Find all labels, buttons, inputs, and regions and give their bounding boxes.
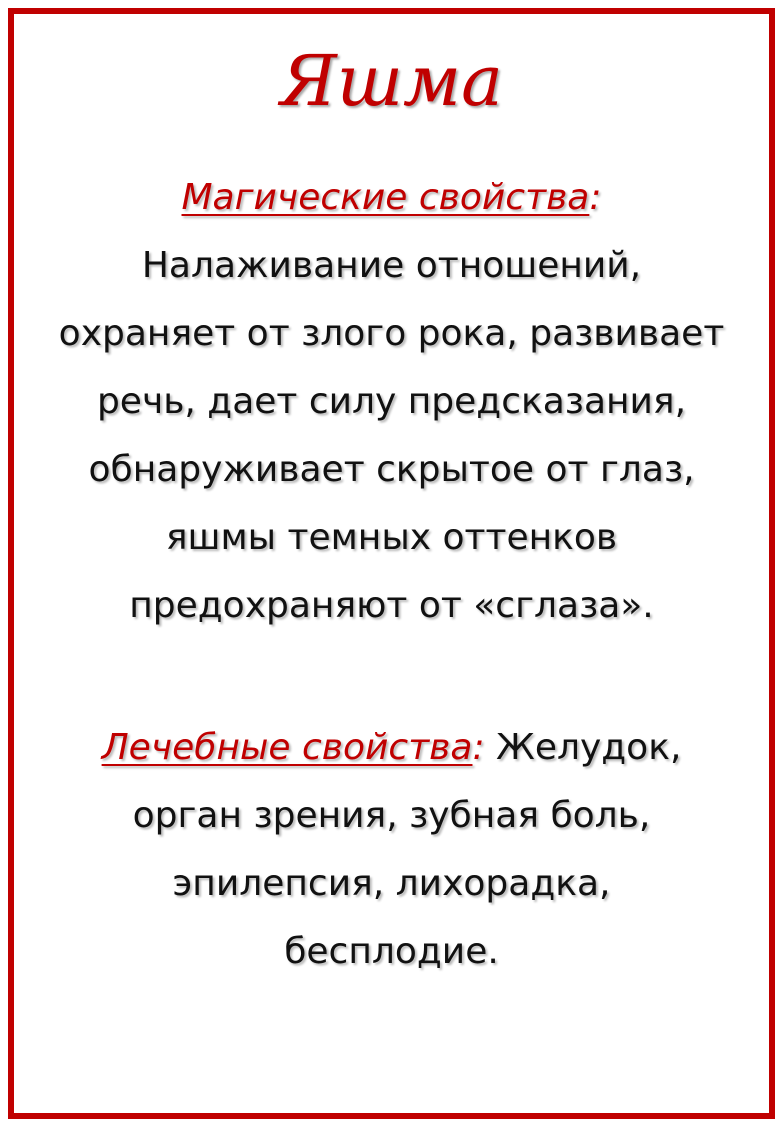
healing-text-line: бесплодие. <box>284 931 499 972</box>
healing-heading-line <box>14 714 769 782</box>
magic-heading-line <box>14 164 769 232</box>
magic-text-line: предохраняют от «сглаза». <box>129 585 654 626</box>
card-title: Яшма <box>280 40 503 122</box>
healing-properties-section <box>14 714 769 986</box>
magic-text-line: речь, дает силу предсказания, <box>96 381 687 422</box>
magic-properties-section <box>14 164 769 640</box>
magic-heading-colon: : <box>589 177 602 218</box>
stone-card <box>8 8 775 1119</box>
magic-text-line: яшмы темных оттенков <box>165 517 618 558</box>
magic-text-line: Налаживание отношений, <box>141 245 642 286</box>
magic-text-line: охраняет от злого рока, развивает <box>58 313 725 354</box>
healing-heading-colon: : <box>472 727 485 768</box>
magic-heading: Магические свойства <box>181 177 590 218</box>
healing-first-text: Желудок, <box>484 727 682 768</box>
healing-heading: Лечебные свойства <box>101 727 473 768</box>
healing-text-line: орган зрения, зубная боль, <box>132 795 651 836</box>
magic-text-line: обнаруживает скрытое от глаз, <box>88 449 695 490</box>
healing-text-line: эпилепсия, лихорадка, <box>172 863 611 904</box>
